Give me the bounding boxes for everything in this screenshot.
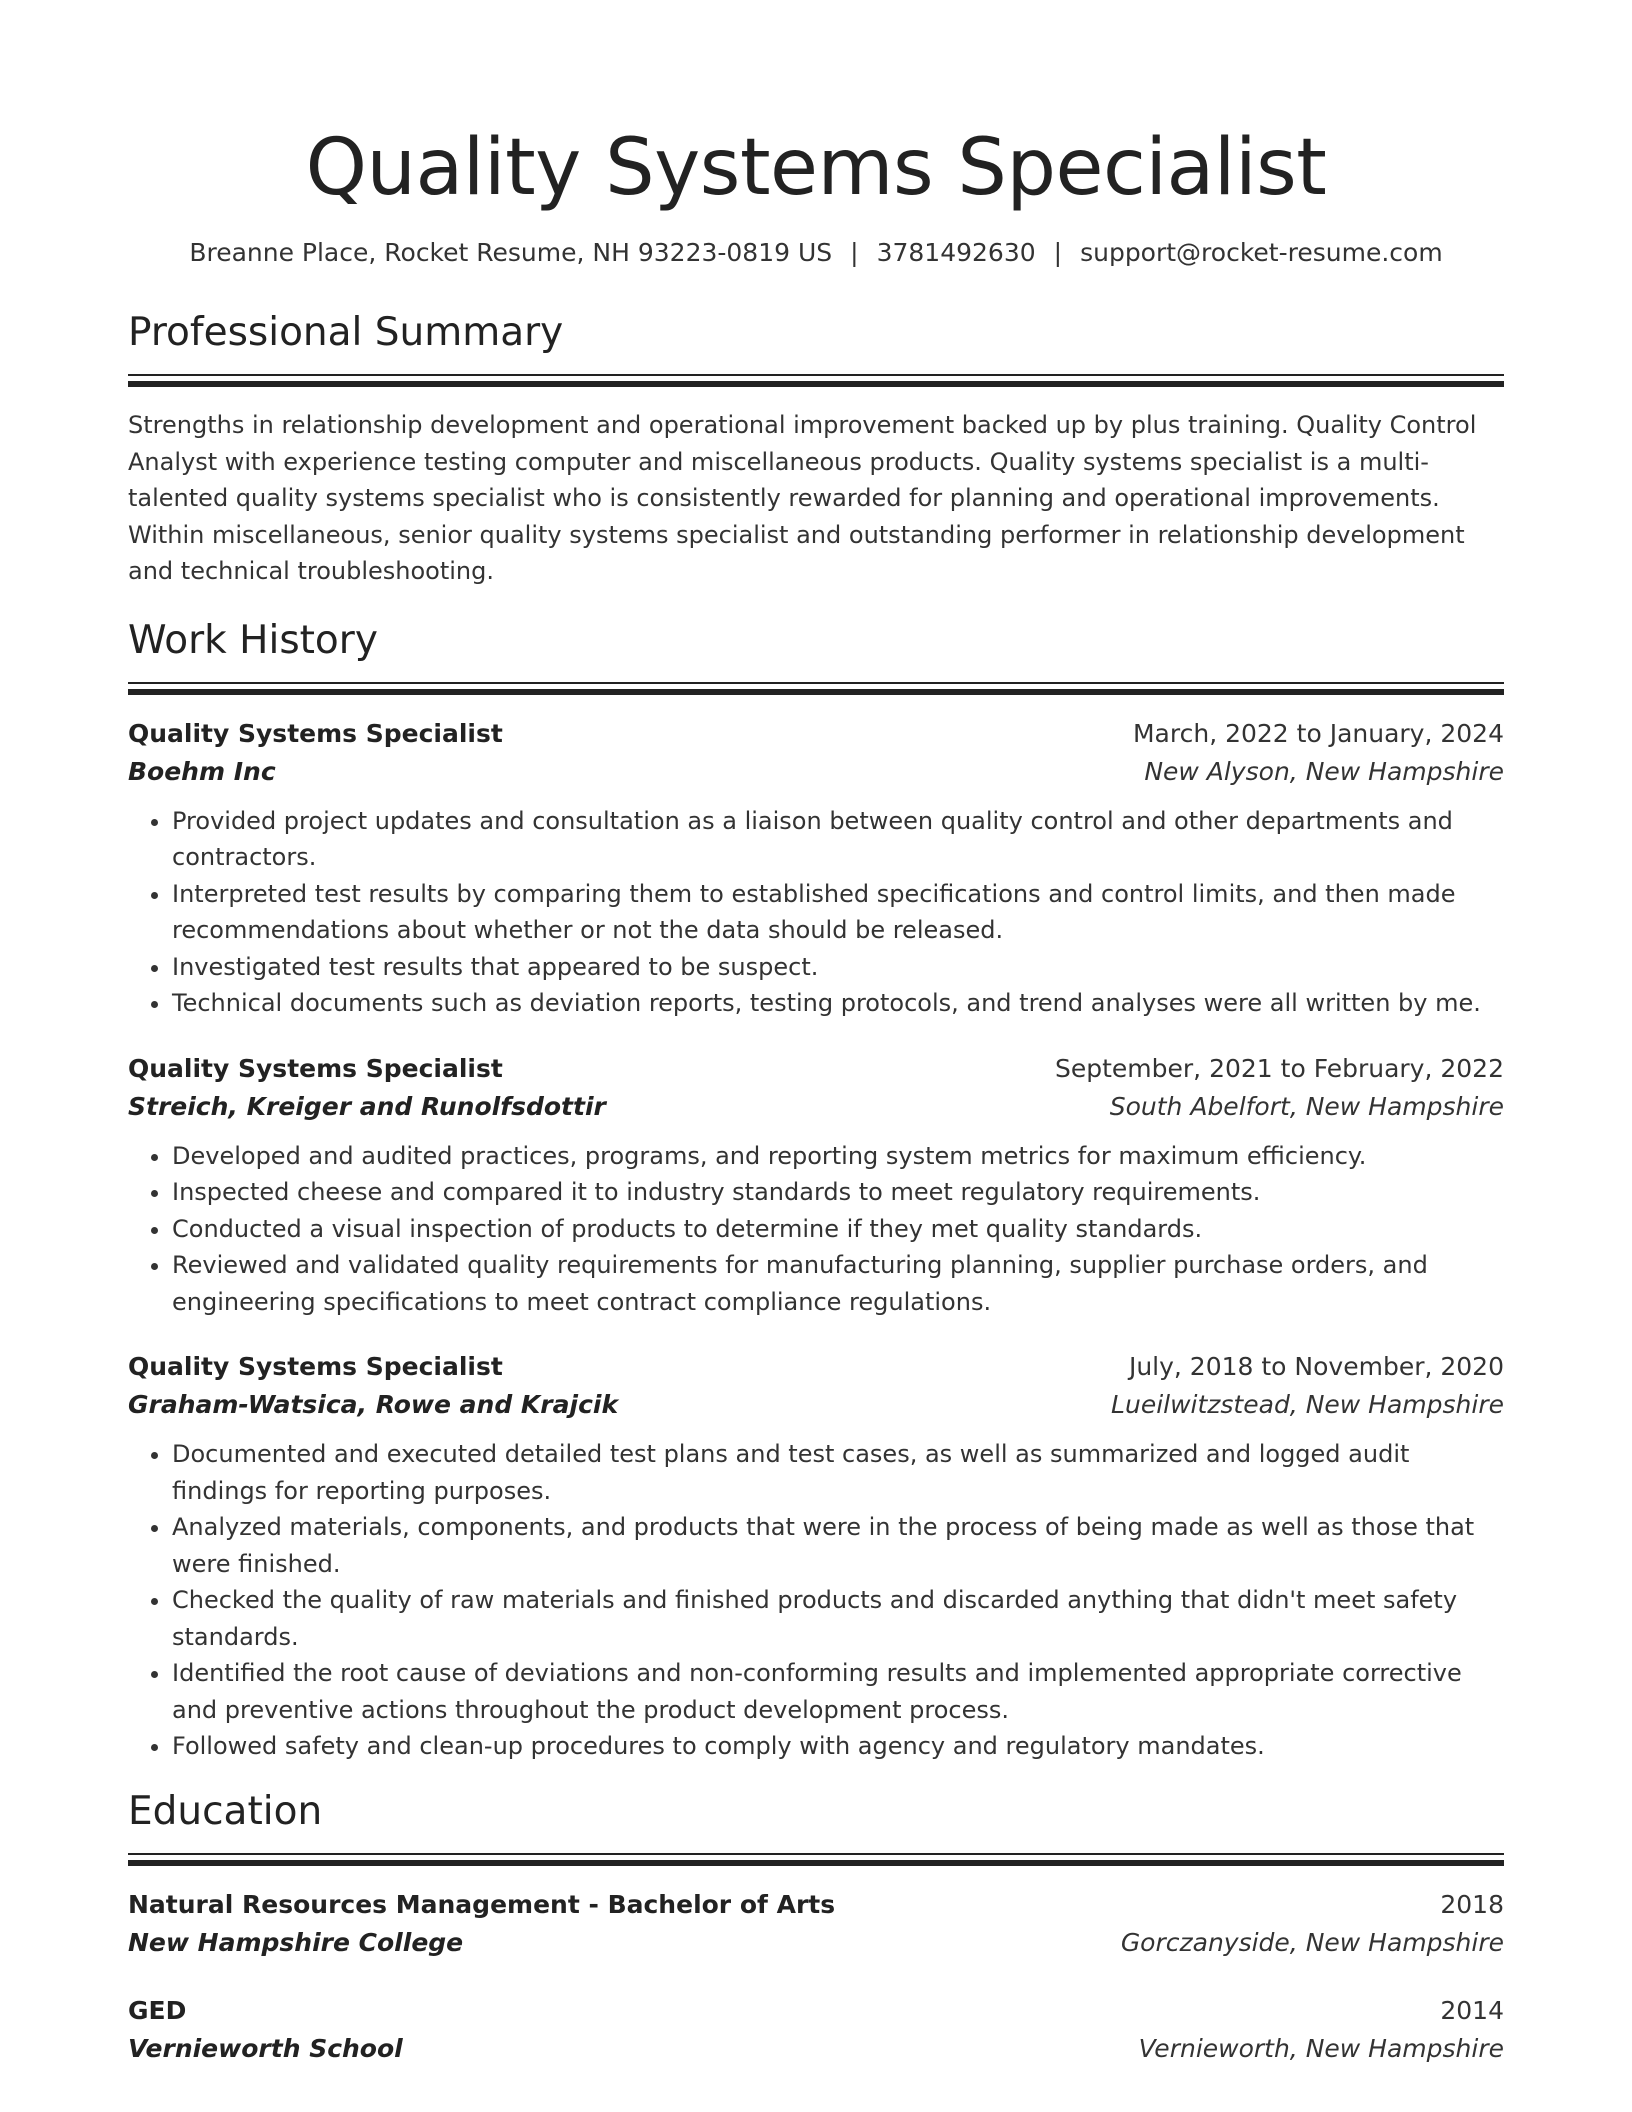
job-bullet: • Conducted a visual inspection of products to determine if they met quality standards. [172, 1211, 1504, 1248]
section-title-work: Work History [128, 617, 378, 663]
job-bullet: • Interpreted test results by comparing them to established specifications and control limits, and then made recommendations about whether or not the data should be released. [172, 876, 1504, 949]
job-location: Lueilwitzstead, New Hampshire [1111, 1390, 1504, 1419]
summary-text: Strengths in relationship development and operational improvement backed up by plus training. Quality Control Analyst with experience testing computer and miscellaneous products. Quality systems specialist is a multi-talented quality systems specialist who is consistently rewarded for planning and operational improvements. Within miscellaneous, senior quality systems specialist and outstanding performer in relationship development and technical troubleshooting. [128, 411, 1477, 585]
education-degree: Natural Resources Management - Bachelor of Arts [128, 1889, 836, 1919]
job-bullet: • Identified the root cause of deviations and non-conforming results and implemented appropriate corrective and preventive actions throughout the product development process. [172, 1655, 1504, 1728]
job-bullet: • Developed and audited practices, programs, and reporting system metrics for maximum efficiency. [172, 1138, 1504, 1175]
education-year: 2014 [1440, 1995, 1504, 2025]
job-bullets [128, 1138, 1504, 1321]
job-bullet: • Technical documents such as deviation reports, testing protocols, and trend analyses were all written by me. [172, 985, 1504, 1022]
resume-name: Quality Systems Specialist [305, 123, 1327, 213]
job-entry [128, 715, 1504, 1022]
job-title: Quality Systems Specialist [128, 1352, 503, 1381]
contact-email: support@rocket-resume.com [1080, 238, 1443, 267]
job-bullets [128, 1436, 1504, 1765]
job-location: South Abelfort, New Hampshire [1109, 1091, 1504, 1121]
job-dates: March, 2022 to January, 2024 [1132, 718, 1504, 748]
education-entry [128, 1992, 1504, 2068]
job-company: Graham-Watsica, Rowe and Krajcik [128, 1390, 619, 1419]
resume-page [128, 118, 1504, 2098]
job-bullet: • Inspected cheese and compared it to industry standards to meet regulatory requirements. [172, 1174, 1504, 1211]
education-degree: GED [128, 1995, 187, 2025]
job-dates: September, 2021 to February, 2022 [1055, 1053, 1504, 1083]
job-bullet: • Analyzed materials, components, and products that were in the process of being made as well as those that were finished. [172, 1509, 1504, 1582]
job-location: New Alyson, New Hampshire [1144, 756, 1504, 786]
job-title: Quality Systems Specialist [128, 718, 503, 748]
contact-separator: | [850, 238, 859, 267]
section-divider [128, 1853, 1504, 1866]
job-title: Quality Systems Specialist [128, 1053, 503, 1083]
education-location: Gorczanyside, New Hampshire [1120, 1927, 1504, 1957]
job-entry [128, 1348, 1504, 1765]
job-company: Streich, Kreiger and Runolfsdottir [128, 1091, 606, 1121]
contact-separator: | [1053, 238, 1063, 267]
job-bullet: • Documented and executed detailed test plans and test cases, as well as summarized and logged audit findings for reporting purposes. [172, 1436, 1504, 1509]
job-dates: July, 2018 to November, 2020 [1128, 1352, 1504, 1381]
job-company: Boehm Inc [128, 756, 276, 786]
contact-line [128, 236, 1504, 270]
contact-phone: 3781492630 [876, 238, 1036, 267]
job-bullet: • Followed safety and clean-up procedures to comply with agency and regulatory mandates. [172, 1728, 1504, 1765]
section-divider [128, 374, 1504, 387]
job-entry [128, 1050, 1504, 1321]
job-bullets [128, 803, 1504, 1022]
job-bullet: • Checked the quality of raw materials and finished products and discarded anything that didn't meet safety standards. [172, 1582, 1504, 1655]
education-location: Vernieworth, New Hampshire [1138, 2033, 1504, 2063]
section-title-summary: Professional Summary [128, 310, 564, 355]
contact-address: Breanne Place, Rocket Resume, NH 93223-0819 US [189, 238, 833, 267]
section-title-education: Education [128, 1788, 323, 1834]
education-year: 2018 [1440, 1889, 1504, 1919]
job-bullet: • Reviewed and validated quality requirements for manufacturing planning, supplier purchase orders, and engineering specifications to meet contract compliance regulations. [172, 1247, 1504, 1320]
education-school: Vernieworth School [128, 2033, 403, 2063]
education-entry [128, 1886, 1504, 1962]
section-divider [128, 682, 1504, 695]
job-bullet: • Provided project updates and consultation as a liaison between quality control and other departments and contractors. [172, 803, 1504, 876]
job-bullet: • Investigated test results that appeared to be suspect. [172, 949, 1504, 986]
education-school: New Hampshire College [128, 1927, 464, 1957]
